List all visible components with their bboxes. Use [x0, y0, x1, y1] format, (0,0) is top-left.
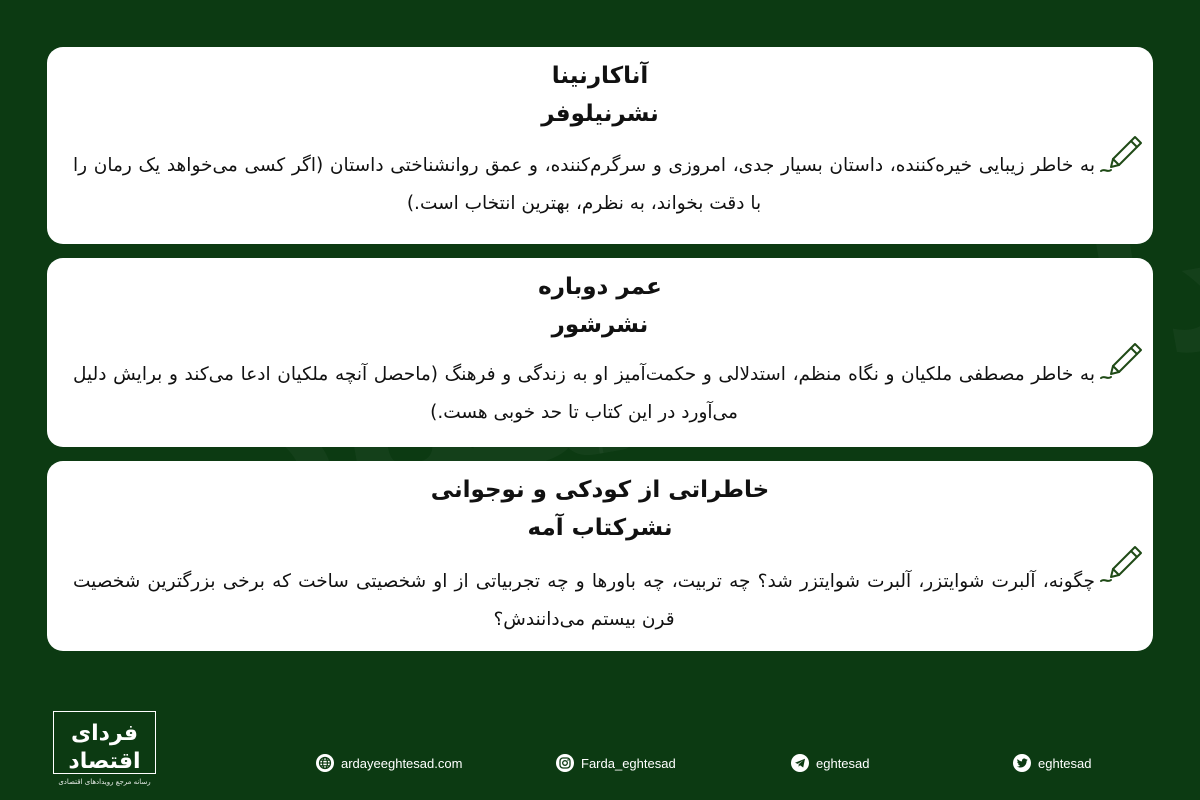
book-description: به خاطر مصطفی ملکیان و نگاه منظم، استدلالی و حکمت‌آمیز او به زندگی و فرهنگ (ماحصل آنچه ملکیان ادعا می‌کند و برایش دلیل می‌آورد در این کتاب تا حد خوبی هست.) — [73, 364, 1095, 423]
telegram-icon — [791, 754, 809, 772]
pencil-icon — [1099, 541, 1145, 587]
instagram-label: Farda_eghtesad — [581, 755, 676, 771]
book-card-2 — [47, 258, 1153, 447]
book-publisher: نشرکتاب آمه — [527, 515, 673, 541]
telegram-link[interactable] — [791, 752, 870, 774]
instagram-icon — [556, 754, 574, 772]
book-title: خاطراتی از کودکی و نوجوانی — [430, 477, 770, 503]
twitter-link[interactable] — [1013, 752, 1092, 774]
twitter-label: eghtesad — [1038, 755, 1092, 771]
brand-logo[interactable] — [53, 711, 156, 786]
logo-subtext: رسانه مرجع رویدادهای اقتصادی — [58, 778, 151, 786]
book-publisher: نشرشور — [551, 312, 649, 338]
telegram-label: eghtesad — [816, 755, 870, 771]
pencil-icon — [1099, 131, 1145, 177]
website-label: ardayeeghtesad.com — [341, 755, 463, 771]
book-title: آناکارنینا — [551, 63, 649, 89]
book-card-1 — [47, 47, 1153, 244]
book-title: عمر دوباره — [538, 274, 662, 300]
instagram-link[interactable] — [556, 752, 676, 774]
book-description: چگونه، آلبرت شوایتزر، آلبرت شوایتزر شد؟ چه تربیت، چه باورها و چه تجربیاتی از او شخصیتی ساخت که برخی بزرگترین شخصیت قرن بیستم می‌دانندش؟ — [73, 571, 1095, 630]
website-link[interactable] — [316, 752, 462, 774]
pencil-icon — [1099, 338, 1145, 384]
book-description: به خاطر زیبایی خیره‌کننده، داستان بسیار جدی، امروزی و سرگرم‌کننده، و عمق روانشناختی داستان (اگر کسی می‌خواهد یک رمان را با دقت بخواند، به نظرم، بهترین انتخاب است.) — [73, 155, 1095, 214]
twitter-icon — [1013, 754, 1031, 772]
book-card-3 — [47, 461, 1153, 651]
globe-icon — [316, 754, 334, 772]
logo-text: فردای اقتصاد — [68, 721, 141, 774]
book-publisher: نشرنیلوفر — [541, 101, 659, 127]
